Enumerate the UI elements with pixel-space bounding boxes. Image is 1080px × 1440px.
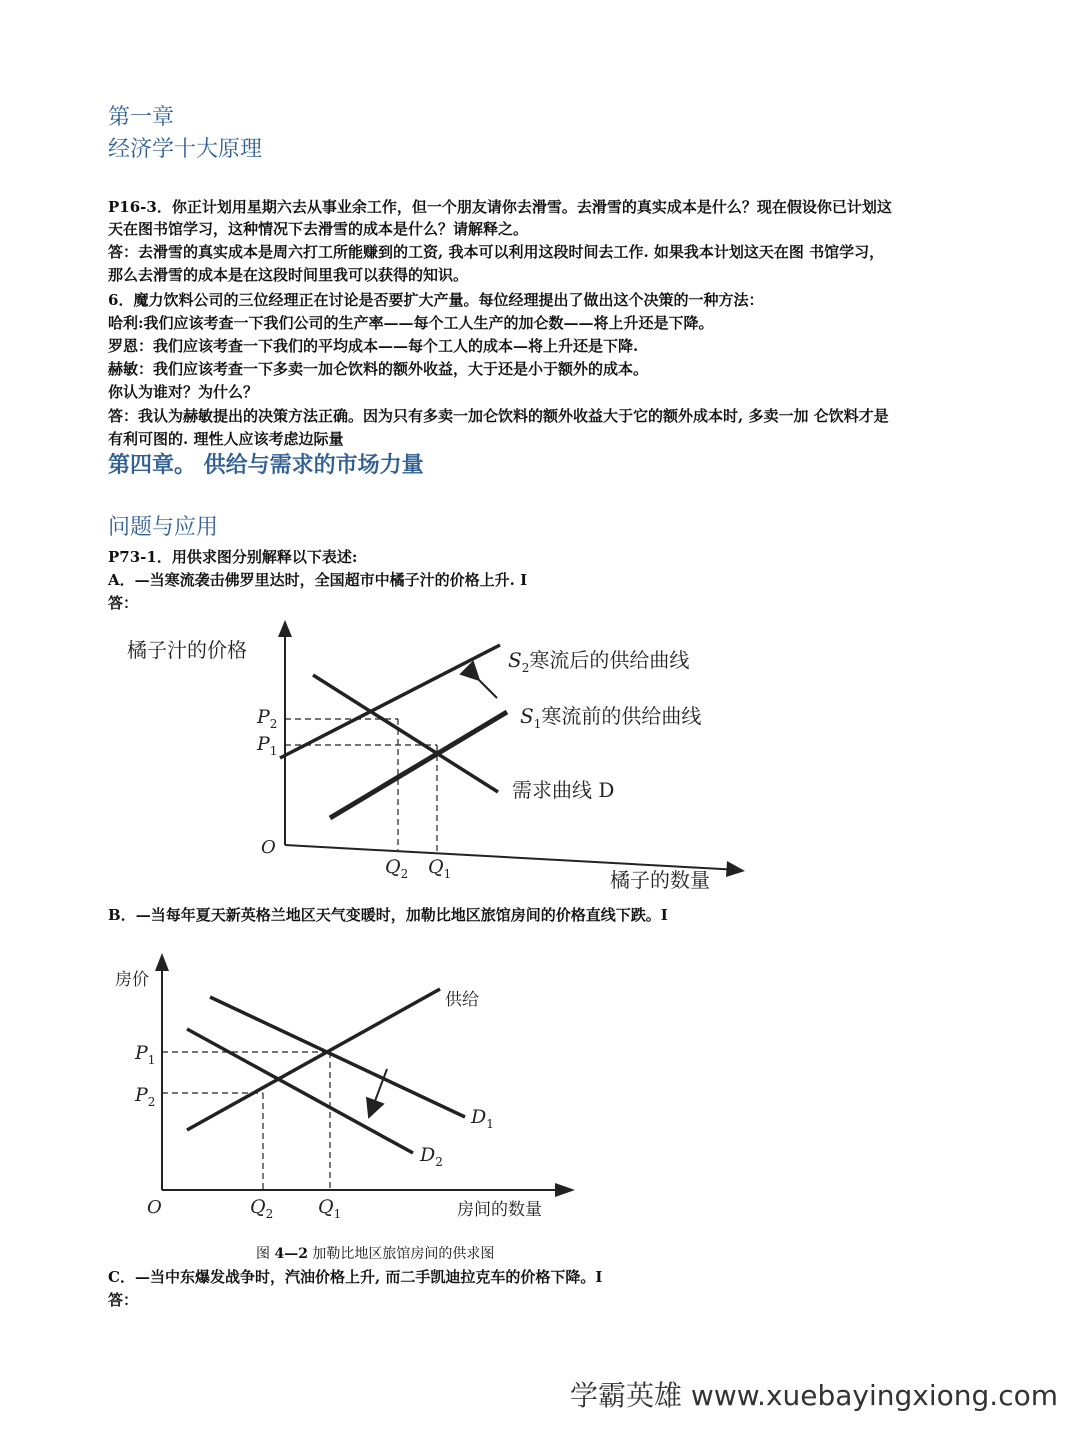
- chapter4-title: 第四章。 供给与需求的市场力量: [108, 453, 424, 478]
- q6-answer1: 答：我认为赫敏提出的决策方法正确。因为只有多卖一加仑饮料的额外收益大于它的额外成本时, 多卖一加 仑饮料才是: [108, 407, 889, 425]
- p2-label: $P_2$: [135, 1084, 156, 1109]
- q73-1-b: B．—当每年夏天新英格兰地区天气变暖时，加勒比地区旅馆房间的价格直线下跌。I: [108, 906, 668, 924]
- y-axis-arrow-icon: [155, 953, 169, 971]
- y-axis-label: 房价: [115, 970, 149, 990]
- q16-3-line1: P16-3．你正计划用星期六去从事业余工作，但一个朋友请你去滑雪。去滑雪的真实成本是什么？现在假设你已计划这: [108, 198, 892, 216]
- q2-label: $Q_2$: [385, 856, 409, 881]
- x-axis-arrow-icon: [555, 1183, 575, 1197]
- s1-label: $S_1$寒流前的供给曲线: [520, 704, 702, 731]
- q6-hermione: 赫敏：我们应该考查一下多卖一加仑饮料的额外收益，大于还是小于额外的成本。: [108, 360, 649, 378]
- s1-curve: [330, 712, 507, 818]
- q16-3-answer1: 答：去滑雪的真实成本是周六打工所能赚到的工资, 我本可以利用这段时间去工作. 如果我本计划这天在图 书馆学习，: [108, 243, 885, 261]
- q1-label: $Q_1$: [428, 856, 452, 881]
- q6-line1: 6．魔力饮料公司的三位经理正在讨论是否要扩大产量。每位经理提出了做出这个决策的一种方法：: [108, 291, 764, 309]
- q16-3-answer2: 那么去滑雪的成本是在这段时间里我可以获得的知识。: [108, 266, 469, 284]
- shift-arrow: [479, 680, 497, 698]
- x-axis-arrow-icon: [726, 861, 745, 877]
- q73-1-c: C．—当中东爆发战争时，汽油价格上升, 而二手凯迪拉克车的价格下降。I: [108, 1268, 603, 1286]
- q1-label: $Q_1$: [318, 1196, 342, 1221]
- q73-1-a: A．—当寒流袭击佛罗里达时，全国超市中橘子汁的价格上升. I: [108, 571, 528, 589]
- q16-3-line2: 天在图书馆学习，这种情况下去滑雪的成本是什么？请解释之。: [108, 220, 529, 238]
- q6-harry: 哈利:我们应该考查一下我们公司的生产率——每个工人生产的加仑数——将上升还是下降。: [108, 314, 714, 332]
- s2-label: $S_2$寒流后的供给曲线: [508, 648, 690, 675]
- watermark: 学霸英雄 www.xuebayingxiong.com: [570, 1379, 1058, 1412]
- origin-label: O: [147, 1197, 162, 1218]
- s2-curve: [280, 645, 500, 758]
- q73-1-c-answer: 答：: [108, 1291, 139, 1309]
- q6-label: 6: [108, 291, 119, 309]
- supply-label: 供给: [445, 990, 479, 1010]
- d1-label: $D_1$: [471, 1106, 494, 1131]
- p1-label: $P_1$: [135, 1042, 156, 1067]
- x-axis-label: 房间的数量: [457, 1200, 542, 1220]
- q16-3-label: P16-3: [108, 198, 157, 216]
- figure-caption: 图 4—2 加勒比地区旅馆房间的供求图: [256, 1246, 495, 1262]
- q73-1-intro: P73-1．用供求图分别解释以下表述:: [108, 548, 358, 566]
- q6-answer2: 有利可图的. 理性人应该考虑边际量: [108, 430, 344, 448]
- y-axis-arrow-icon: [278, 620, 292, 637]
- section-title: 问题与应用: [108, 515, 219, 540]
- orange-juice-chart: [115, 615, 755, 900]
- y-axis-label: 橘子汁的价格: [127, 638, 247, 662]
- demand-label: 需求曲线 D: [512, 778, 615, 802]
- q6-question: 你认为谁对？为什么？: [108, 383, 259, 401]
- d2-label: $D_2$: [420, 1144, 443, 1169]
- origin-label: O: [261, 837, 276, 858]
- x-axis: [285, 845, 740, 870]
- q73-1-label: P73-1: [108, 548, 157, 566]
- chapter-title: 第一章: [108, 105, 175, 130]
- chapter-subtitle: 经济学十大原理: [108, 137, 263, 162]
- p2-label: $P_2$: [257, 706, 278, 731]
- p1-label: $P_1$: [257, 733, 278, 758]
- q6-ron: 罗恩：我们应该考查一下我们的平均成本——每个工人的成本—将上升还是下降.: [108, 337, 639, 355]
- q2-label: $Q_2$: [250, 1196, 274, 1221]
- d1-curve: [210, 997, 465, 1117]
- q73-1-a-answer: 答：: [108, 594, 139, 612]
- x-axis-label: 橘子的数量: [610, 868, 710, 892]
- hotel-room-chart: [115, 945, 595, 1235]
- supply-curve: [187, 989, 440, 1130]
